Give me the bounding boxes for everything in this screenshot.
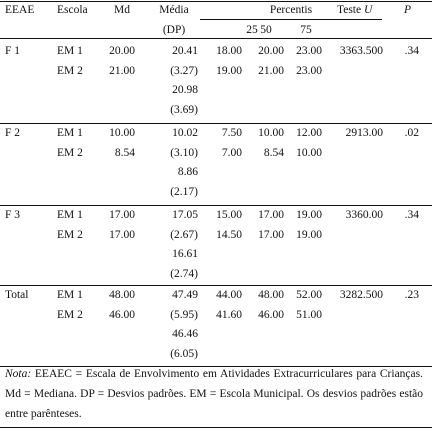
cell-p50: 46.00	[258, 309, 284, 321]
cell-md: 48.00	[109, 289, 135, 301]
group-rule-total	[0, 285, 432, 286]
cell-teste-u: 3282.500	[339, 289, 383, 301]
cell-p25: 18.00	[216, 45, 242, 57]
group-label: F 3	[5, 209, 21, 221]
header-percentis: Percentis	[269, 4, 313, 16]
cell-media: 46.46	[172, 328, 198, 340]
cell-media: (3.69)	[170, 104, 198, 116]
cell-media: 8.86	[177, 166, 198, 178]
header-dp: (DP)	[162, 24, 186, 36]
note-text: EEAEC = Escala de Envolvimento em Atividades Extracurriculares para Crianças. Md = Mediana. DP = Desvios padrões. EM = Escola Municipal. Os desvios padrões estão entre parênteses.	[5, 368, 423, 420]
cell-p75: 23.00	[296, 45, 322, 57]
header-p50: 50	[260, 24, 272, 36]
cell-media: 10.02	[172, 127, 198, 139]
cell-p75: 19.00	[296, 209, 322, 221]
cell-p50: 21.00	[258, 65, 284, 77]
cell-escola: EM 1	[57, 209, 83, 221]
header-teste-u-symbol: U	[363, 4, 373, 16]
cell-p75: 12.00	[296, 127, 322, 139]
cell-media: 17.05	[172, 209, 198, 221]
cell-md: 46.00	[109, 309, 135, 321]
cell-p25: 44.00	[216, 289, 242, 301]
percentis-rule	[200, 19, 382, 20]
cell-p25: 15.00	[216, 209, 242, 221]
cell-media: (5.95)	[170, 309, 198, 321]
cell-media: 16.61	[172, 248, 198, 260]
header-bottom-rule	[0, 38, 432, 39]
cell-p: .23	[404, 289, 419, 301]
cell-p75: 23.00	[296, 65, 322, 77]
cell-escola: EM 1	[57, 127, 83, 139]
cell-p50: 8.54	[263, 147, 284, 159]
cell-p50: 48.00	[258, 289, 284, 301]
cell-escola: EM 2	[57, 65, 83, 77]
cell-teste-u: 3363.500	[339, 45, 383, 57]
cell-p75: 19.00	[296, 229, 322, 241]
cell-md: 21.00	[109, 65, 135, 77]
cell-p25: 14.50	[216, 229, 242, 241]
cell-p75: 10.00	[296, 147, 322, 159]
cell-media: 20.98	[172, 84, 198, 96]
group-label: F 1	[5, 45, 21, 57]
group-rule-f2	[0, 123, 432, 124]
cell-p: .34	[404, 45, 419, 57]
cell-p75: 52.00	[296, 289, 322, 301]
cell-p50: 20.00	[258, 45, 284, 57]
cell-escola: EM 2	[57, 309, 83, 321]
cell-p25: 41.60	[216, 309, 242, 321]
table-top-rule	[0, 1, 432, 2]
header-teste-u	[337, 4, 372, 17]
cell-p25: 19.00	[216, 65, 242, 77]
group-label: Total	[5, 289, 29, 301]
cell-p50: 10.00	[258, 127, 284, 139]
cell-p25: 7.00	[221, 147, 242, 159]
cell-md: 17.00	[109, 209, 135, 221]
header-p75: 75	[300, 24, 312, 36]
cell-media: 20.41	[172, 45, 198, 57]
cell-p: .02	[404, 127, 419, 139]
cell-md: 10.00	[109, 127, 135, 139]
cell-media: (3.10)	[170, 147, 198, 159]
header-media: Média	[159, 4, 189, 16]
header-p25: 25	[246, 24, 258, 36]
cell-escola: EM 2	[57, 229, 83, 241]
cell-escola: EM 2	[57, 147, 83, 159]
cell-p25: 7.50	[221, 127, 242, 139]
cell-p: .34	[404, 209, 419, 221]
cell-media: (3.27)	[170, 65, 198, 77]
cell-media: (6.05)	[170, 348, 198, 360]
cell-escola: EM 1	[57, 45, 83, 57]
cell-md: 20.00	[109, 45, 135, 57]
header-md: Md	[114, 4, 130, 16]
cell-media: (2.74)	[170, 268, 198, 280]
cell-media: (2.67)	[170, 229, 198, 241]
cell-escola: EM 1	[57, 289, 83, 301]
cell-p50: 17.00	[258, 229, 284, 241]
header-teste-label: Teste	[337, 4, 364, 16]
cell-md: 17.00	[109, 229, 135, 241]
cell-md: 8.54	[114, 147, 135, 159]
cell-teste-u: 3360.00	[345, 209, 383, 221]
header-eeae: EEAE	[5, 4, 35, 16]
note-bottom-rule	[0, 427, 432, 428]
table-note	[5, 364, 423, 424]
cell-teste-u: 2913.00	[345, 127, 383, 139]
header-escola: Escola	[57, 4, 88, 16]
note-label: Nota:	[5, 368, 32, 380]
group-rule-f3	[0, 205, 432, 206]
cell-p75: 51.00	[296, 309, 322, 321]
cell-media: (2.17)	[170, 186, 198, 198]
header-p: P	[404, 4, 412, 16]
cell-p50: 17.00	[258, 209, 284, 221]
cell-media: 47.49	[172, 289, 198, 301]
group-label: F 2	[5, 127, 21, 139]
